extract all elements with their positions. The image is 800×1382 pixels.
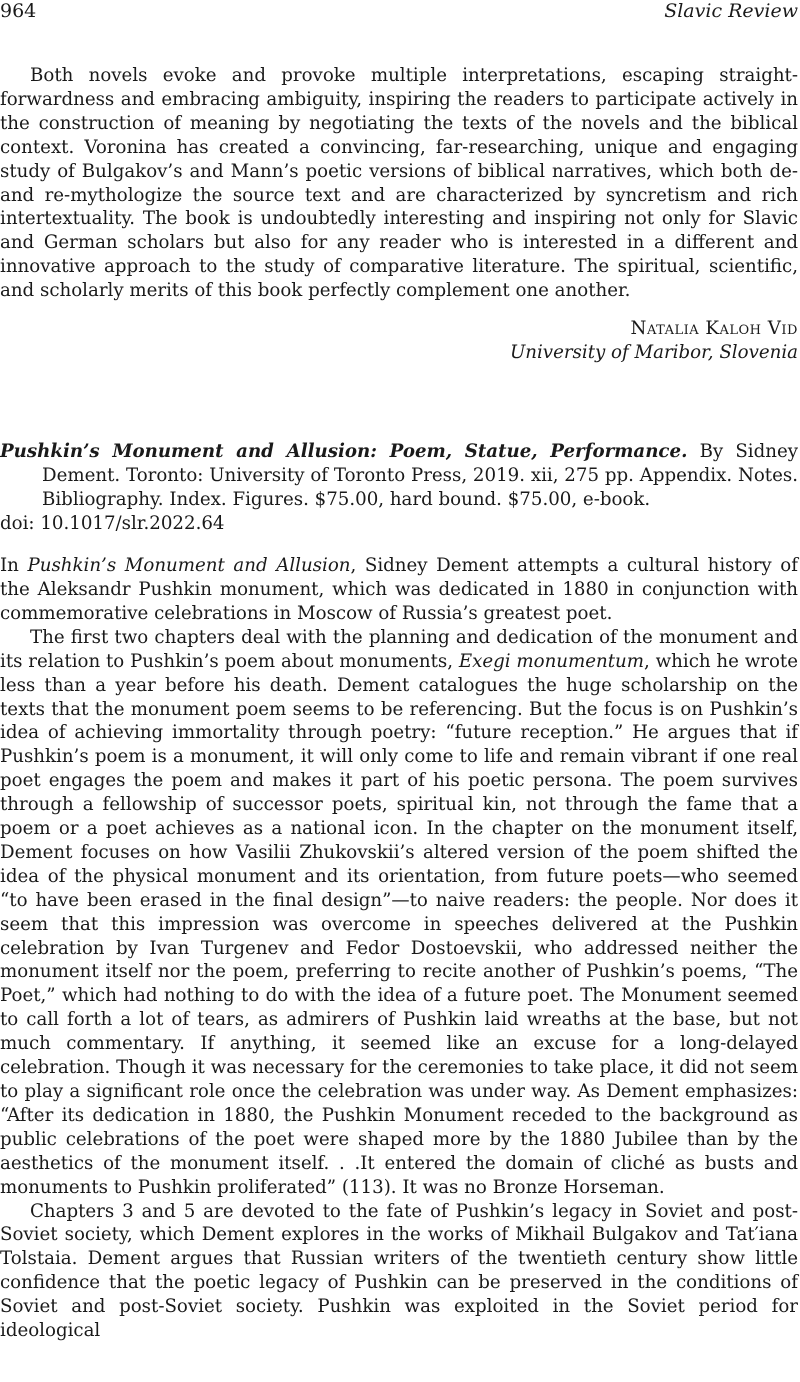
doi-line: doi: 10.1017/slr.2022.64 [0,513,225,535]
review-paragraph-2 [0,626,798,1200]
reviewer-name: Natalia Kaloh Vid [630,318,798,340]
journal-title: Slavic Review [664,0,798,22]
p2-text-a: The first two chapters deal with the planning and dedication of the monument and its relation to Pushkin’s poem about monuments, [0,626,798,672]
p2-poem-title: Exegi monumentum [458,650,645,672]
p1-book-title: Pushkin’s Monument and Allusion [27,555,351,577]
book-title: Pushkin’s Monument and Allusion: Poem, Statue, Performance. [0,441,688,463]
running-head [0,0,798,28]
book-details: By Sidney Dement. Toronto: University of Toronto Press, 2019. xii, 275 pp. Appendix. Notes. Bibliography. Index. Figures. $75.00, hard bound. $75.00, e-book. [42,441,799,511]
p1-prefix: In [0,555,28,577]
book-citation [0,440,798,512]
p2-text-b: , which he wrote less than a year before his death. Dement catalogues the huge scholarship on the texts that the monument poem seems to be referencing. But the focus is on Pushkin’s idea of achieving immortality through poetry: “future reception.” He argues that if Pushkin’s poem is a monument, it will only come to life and remain vibrant if one real poet engages the poem and makes it part of his poetic persona. The poem survives through a fellowship of successor poets, spiritual kin, not through the fame that a poem or a poet achieves as a national icon. In the chapter on the monument itself, Dement focuses on how Vasilii Zhukovskii’s altered version of the poem shifted the idea of the physical monument and its orientation, from future poets—who seemed “to have been erased in the final design”—to naive readers: the people. Nor does it seem that this impression was overcome in speeches delivered at the Pushkin celebration by Ivan Turgenev and Fedor Dostoevskii, who addressed neither the monument itself nor the poem, preferring to recite another of Pushkin’s poems, “The Poet,” which had nothing to do with the idea of a future poet. The Monument seemed to call forth a lot of tears, as admirers of Pushkin laid wreaths at the base, but not much commentary. If anything, it seemed like an excuse for a long-delayed celebration. Though it was necessary for the ceremonies to take place, it did not seem to play a significant role once the celebration was under way. As Dement emphasizes: “After its dedication in 1880, the Pushkin Monument receded to the background as public celebrations of the poet were shaped more by the 1880 Jubilee than by the aesthetics of the monument itself. . .It entered the domain of cliché as busts and monuments to Pushkin proliferated” (113). It was no Bronze Horseman. [0,650,798,1198]
review-paragraph-1 [0,554,798,626]
review-body [0,554,798,1343]
previous-review-closing-paragraph: Both novels evoke and provoke multiple interpretations, escaping straight-forwardness and embracing ambiguity, inspiring the readers to participate actively in the construction of meaning by negotiating the texts of the novels and the biblical context. Voronina has created a convincing, far-researching, unique and engaging study of Bulgakov’s and Mann’s poetic versions of biblical narratives, which both de- and re-mythologize the source text and are characterized by syncretism and rich intertextuality. The book is undoubtedly interesting and inspiring not only for Slavic and German scholars but also for any reader who is interested in a different and innovative approach to the study of comparative literature. The spiritual, scientific, and scholarly merits of this book perfectly complement one another. [0,65,798,302]
page-number: 964 [0,0,37,22]
p1-text: , Sidney Dement attempts a cultural history of the Aleksandr Pushkin monument, which was dedicated in 1880 in conjunction with commemorative celebrations in Moscow of Russia’s greatest poet. [0,555,798,624]
review-paragraph-3: Chapters 3 and 5 are devoted to the fate of Pushkin’s legacy in Soviet and post-Soviet society, which Dement explores in the works of Mikhail Bulgakov and Tat′iana Tolstaia. Dement argues that Russian writers of the twentieth century show little confidence that the poetic legacy of Pushkin can be preserved in the conditions of Soviet and post-Soviet society. Pushkin was exploited in the Soviet period for ideological [0,1200,798,1342]
reviewer-affiliation: University of Maribor, Slovenia [509,342,798,364]
